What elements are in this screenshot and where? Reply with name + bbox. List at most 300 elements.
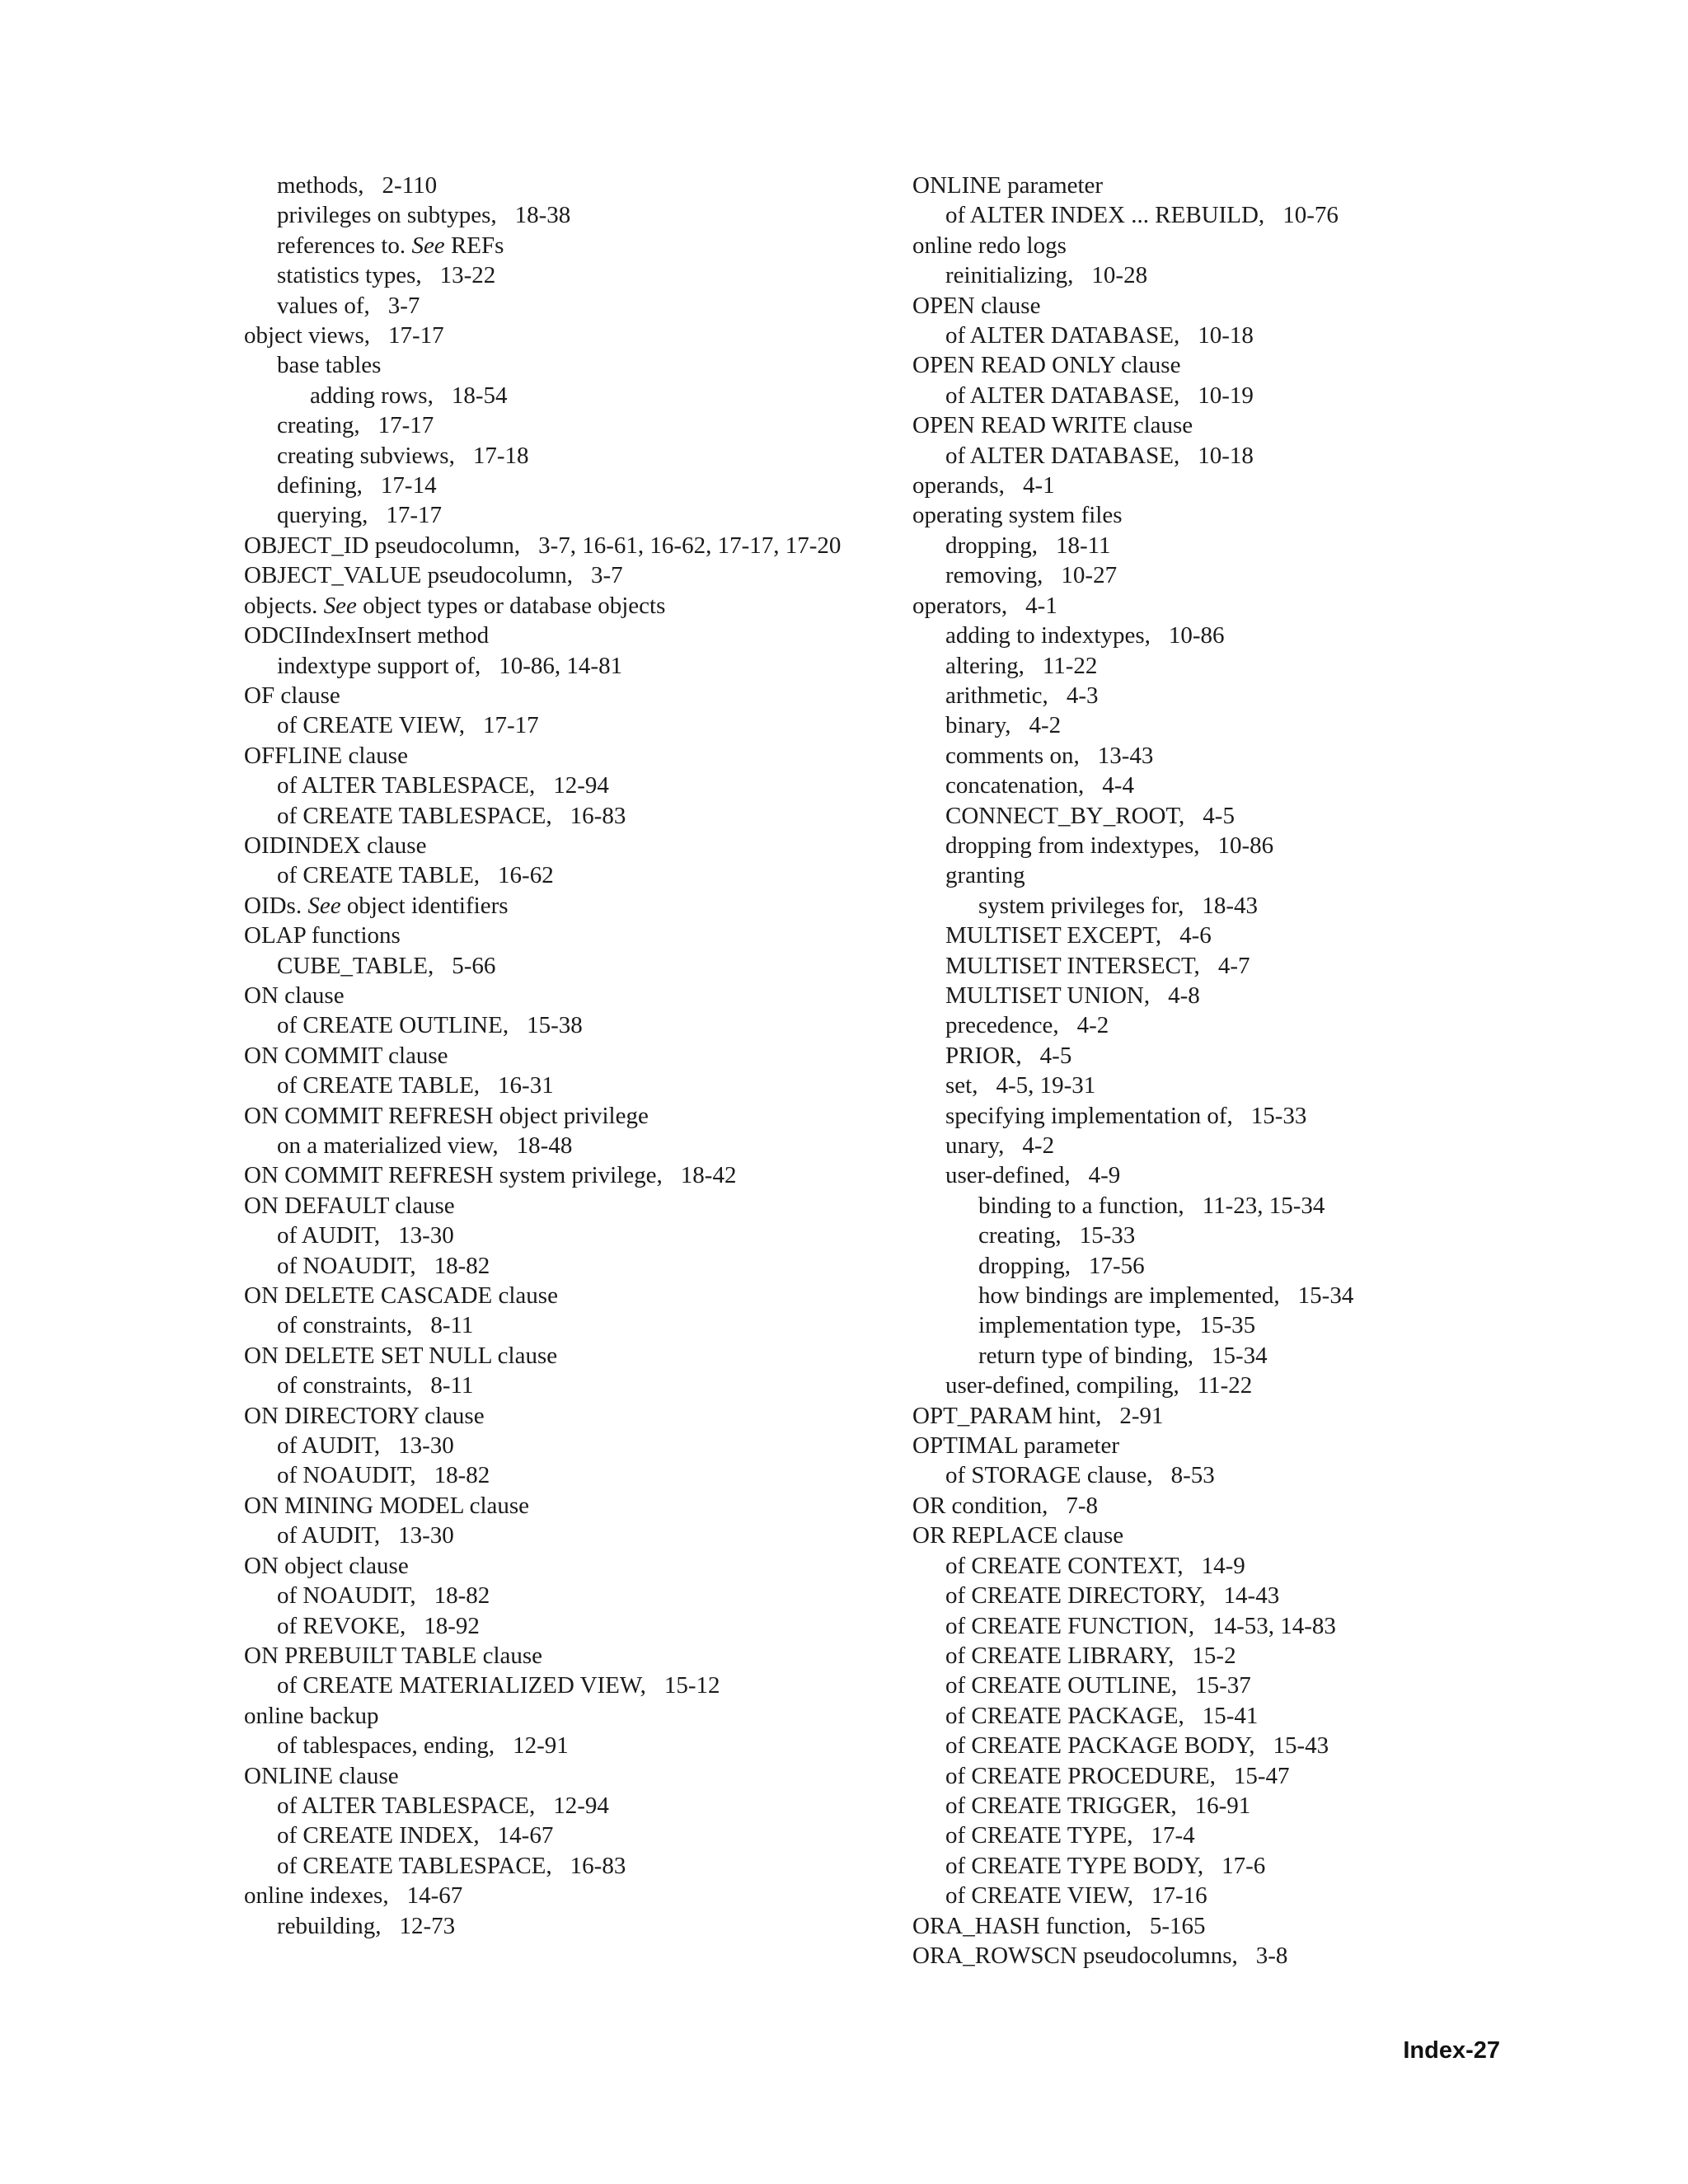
entry-term: ONLINE parameter	[912, 172, 1104, 199]
entry-page-refs: 3-7	[387, 292, 420, 319]
entry-term: dropping,	[945, 532, 1038, 559]
index-subentry	[244, 1611, 870, 1641]
entry-page-refs: 16-91	[1194, 1792, 1251, 1819]
entry-page-refs: 17-56	[1088, 1252, 1145, 1279]
entry-page-refs: 17-17	[482, 712, 539, 739]
entry-page-refs: 17-17	[388, 322, 444, 349]
entry-term: MULTISET UNION,	[945, 982, 1151, 1009]
see-reference-label: See	[307, 892, 341, 919]
index-subentry	[244, 1581, 870, 1610]
index-subentry	[244, 1671, 870, 1700]
entry-term: OBJECT_ID pseudocolumn,	[244, 532, 521, 559]
entry-page-refs: 15-35	[1199, 1312, 1256, 1339]
entry-page-refs: 4-2	[1029, 712, 1062, 739]
index-entry	[244, 1341, 870, 1371]
entry-term: online indexes,	[244, 1882, 389, 1910]
entry-page-refs: 4-5, 19-31	[996, 1072, 1096, 1099]
entry-term: ONLINE clause	[244, 1762, 399, 1789]
see-reference-label: See	[323, 592, 357, 619]
index-entry	[244, 831, 870, 860]
entry-page-refs: 12-73	[399, 1912, 456, 1939]
entry-term: creating subviews,	[277, 442, 455, 469]
entry-term: comments on,	[945, 742, 1080, 769]
entry-page-refs: 18-42	[680, 1162, 737, 1189]
index-subentry	[912, 1131, 1539, 1160]
entry-term: return type of binding,	[978, 1342, 1193, 1369]
entry-page-refs: 15-12	[663, 1672, 720, 1699]
index-subentry	[912, 441, 1539, 471]
index-entry	[244, 1281, 870, 1310]
entry-term: ON COMMIT REFRESH system privilege,	[244, 1162, 663, 1189]
entry-term: OIDs.	[244, 892, 302, 919]
entry-term: adding rows,	[310, 382, 434, 409]
entry-term: ON clause	[244, 982, 345, 1009]
index-entry	[912, 1491, 1539, 1521]
entry-term: system privileges for,	[978, 892, 1184, 919]
entry-term: of CREATE DIRECTORY,	[945, 1582, 1206, 1610]
entry-term: of CREATE VIEW,	[277, 712, 465, 739]
index-subentry	[912, 321, 1539, 350]
index-subentry	[912, 1701, 1539, 1731]
entry-page-refs: 17-4	[1151, 1822, 1195, 1849]
index-subentry	[244, 500, 870, 530]
entry-term: user-defined, compiling,	[945, 1372, 1179, 1399]
index-subentry	[912, 651, 1539, 681]
index-entry	[244, 1761, 870, 1791]
index-subentry	[244, 171, 870, 200]
entry-page-refs: 4-5	[1203, 802, 1235, 829]
entry-page-refs: 2-110	[382, 172, 438, 199]
index-entry	[912, 410, 1539, 440]
index-subentry	[244, 1251, 870, 1281]
entry-page-refs: 10-76	[1282, 202, 1339, 229]
index-subentry	[912, 1071, 1539, 1100]
index-entry	[912, 1401, 1539, 1431]
entry-term: adding to indextypes,	[945, 622, 1151, 649]
entry-term: user-defined,	[945, 1162, 1071, 1189]
index-subentry	[912, 921, 1539, 950]
entry-term: of CREATE VIEW,	[945, 1882, 1133, 1910]
index-subentry	[912, 1341, 1539, 1371]
index-entry	[244, 1701, 870, 1731]
entry-term: removing,	[945, 562, 1043, 589]
index-entry	[912, 1521, 1539, 1550]
entry-term: of ALTER TABLESPACE,	[277, 772, 536, 799]
index-subentry	[912, 260, 1539, 290]
entry-page-refs: 7-8	[1066, 1492, 1099, 1519]
entry-page-refs: 3-7	[591, 562, 623, 589]
entry-term: online redo logs	[912, 232, 1067, 259]
entry-term: of AUDIT,	[277, 1522, 381, 1549]
index-entry	[244, 921, 870, 950]
page-number: Index-27	[1403, 2037, 1500, 2064]
entry-term: operating system files	[912, 502, 1123, 529]
entry-term: OFFLINE clause	[244, 742, 408, 769]
index-entry	[912, 1941, 1539, 1971]
entry-term: online backup	[244, 1702, 379, 1729]
entry-term: of CREATE TABLESPACE,	[277, 802, 552, 829]
entry-page-refs: 11-22	[1042, 652, 1098, 679]
entry-page-refs: 14-53, 14-83	[1212, 1612, 1336, 1639]
see-reference-target: REFs	[450, 232, 504, 259]
entry-page-refs: 10-18	[1198, 322, 1254, 349]
entry-term: of tablespaces, ending,	[277, 1732, 495, 1760]
index-entry	[244, 1191, 870, 1221]
entry-term: of AUDIT,	[277, 1432, 381, 1460]
entry-term: MULTISET EXCEPT,	[945, 922, 1162, 949]
entry-term: of CREATE CONTEXT,	[945, 1552, 1184, 1579]
index-subentry	[912, 741, 1539, 771]
index-subentry	[912, 1581, 1539, 1610]
entry-term: of CREATE TYPE,	[945, 1822, 1133, 1849]
index-subentry	[244, 1821, 870, 1850]
entry-page-refs: 4-1	[1022, 472, 1055, 499]
entry-page-refs: 4-8	[1168, 982, 1200, 1009]
entry-page-refs: 11-23, 15-34	[1202, 1192, 1325, 1219]
entry-page-refs: 10-86	[1168, 622, 1225, 649]
entry-term: how bindings are implemented,	[978, 1282, 1280, 1310]
entry-term: OPEN clause	[912, 292, 1041, 319]
index-subentry	[244, 410, 870, 440]
entry-page-refs: 18-38	[514, 202, 571, 229]
index-subentry	[244, 710, 870, 740]
entry-term: of CREATE TRIGGER,	[945, 1792, 1177, 1819]
index-subentry	[912, 1671, 1539, 1700]
index-entry	[244, 1551, 870, 1581]
index-subentry	[912, 200, 1539, 230]
entry-term: indextype support of,	[277, 652, 481, 679]
entry-term: statistics types,	[277, 262, 422, 289]
entry-page-refs: 18-48	[516, 1132, 573, 1159]
index-subentry	[244, 1851, 870, 1881]
index-subentry	[912, 891, 1539, 921]
entry-page-refs: 17-14	[380, 472, 437, 499]
entry-page-refs: 8-11	[430, 1312, 474, 1339]
entry-term: of CREATE PACKAGE,	[945, 1702, 1184, 1729]
index-subentry	[912, 681, 1539, 710]
entry-term: ON DIRECTORY clause	[244, 1402, 485, 1429]
entry-term: of CREATE OUTLINE,	[945, 1672, 1178, 1699]
entry-page-refs: 13-30	[398, 1222, 454, 1249]
index-subentry	[912, 1641, 1539, 1671]
index-entry	[244, 1041, 870, 1071]
index-subentry	[912, 1551, 1539, 1581]
index-entry	[244, 1101, 870, 1131]
entry-term: of ALTER DATABASE,	[945, 322, 1180, 349]
index-subentry	[912, 1251, 1539, 1281]
index-subentry	[244, 1371, 870, 1400]
index-subentry	[244, 651, 870, 681]
entry-term: concatenation,	[945, 772, 1085, 799]
entry-term: of CREATE PROCEDURE,	[945, 1762, 1216, 1789]
entry-term: CONNECT_BY_ROOT,	[945, 802, 1185, 829]
entry-page-refs: 15-34	[1297, 1282, 1354, 1310]
entry-term: of CREATE MATERIALIZED VIEW,	[277, 1672, 646, 1699]
entry-term: OPT_PARAM hint,	[912, 1402, 1102, 1429]
index-subentry	[912, 621, 1539, 650]
entry-term: operands,	[912, 472, 1005, 499]
entry-term: of ALTER DATABASE,	[945, 382, 1180, 409]
index-entry	[912, 591, 1539, 621]
index-entry	[244, 531, 870, 560]
entry-term: CUBE_TABLE,	[277, 952, 434, 979]
entry-page-refs: 15-33	[1079, 1222, 1136, 1249]
index-subentry	[244, 231, 870, 260]
entry-page-refs: 17-18	[472, 442, 529, 469]
index-subentry	[912, 1281, 1539, 1310]
index-subentry	[244, 260, 870, 290]
index-subentry	[912, 981, 1539, 1010]
entry-page-refs: 4-5	[1039, 1042, 1072, 1069]
entry-term: of ALTER TABLESPACE,	[277, 1792, 536, 1819]
entry-term: objects.	[244, 592, 318, 619]
entry-page-refs: 5-165	[1149, 1912, 1206, 1939]
entry-term: OPEN READ ONLY clause	[912, 352, 1181, 379]
index-subentry	[244, 1791, 870, 1821]
entry-term: privileges on subtypes,	[277, 202, 497, 229]
entry-term: object views,	[244, 322, 371, 349]
index-subentry	[244, 801, 870, 831]
index-subentry	[244, 771, 870, 800]
index-subentry	[912, 1310, 1539, 1340]
entry-page-refs: 4-1	[1025, 592, 1057, 619]
entry-term: methods,	[277, 172, 364, 199]
entry-term: references to.	[277, 232, 406, 259]
entry-page-refs: 14-67	[497, 1822, 554, 1849]
index-subentry	[912, 1041, 1539, 1071]
entry-term: binding to a function,	[978, 1192, 1184, 1219]
index-entry	[244, 681, 870, 710]
entry-page-refs: 4-6	[1179, 922, 1212, 949]
entry-term: ORA_ROWSCN pseudocolumns,	[912, 1942, 1238, 1969]
index-entry	[912, 231, 1539, 260]
entry-page-refs: 16-83	[570, 802, 626, 829]
index-column-left	[244, 171, 870, 1941]
entry-page-refs: 8-53	[1170, 1462, 1215, 1489]
index-subentry	[244, 1460, 870, 1490]
entry-page-refs: 10-86	[1217, 832, 1274, 859]
entry-page-refs: 13-30	[398, 1522, 454, 1549]
entry-page-refs: 2-91	[1119, 1402, 1164, 1429]
index-entry	[912, 471, 1539, 500]
index-entry	[912, 350, 1539, 380]
entry-term: of CREATE FUNCTION,	[945, 1612, 1195, 1639]
index-subentry	[912, 1851, 1539, 1881]
entry-term: ON object clause	[244, 1552, 409, 1579]
index-entry	[244, 321, 870, 350]
entry-term: precedence,	[945, 1012, 1059, 1039]
entry-page-refs: 11-22	[1197, 1372, 1253, 1399]
entry-page-refs: 17-16	[1151, 1882, 1207, 1910]
index-entry	[912, 171, 1539, 200]
index-subentry	[244, 951, 870, 981]
entry-term: of STORAGE clause,	[945, 1462, 1153, 1489]
entry-term: of CREATE TABLE,	[277, 862, 481, 889]
entry-page-refs: 14-9	[1201, 1552, 1245, 1579]
entry-term: MULTISET INTERSECT,	[945, 952, 1200, 979]
index-subentry	[912, 710, 1539, 740]
index-subentry	[912, 951, 1539, 981]
index-subentry	[912, 1611, 1539, 1641]
entry-page-refs: 10-18	[1198, 442, 1254, 469]
entry-term: altering,	[945, 652, 1025, 679]
entry-term: implementation type,	[978, 1312, 1182, 1339]
entry-page-refs: 18-82	[434, 1252, 490, 1279]
entry-term: querying,	[277, 502, 368, 529]
entry-term: OF clause	[244, 682, 340, 709]
entry-term: of REVOKE,	[277, 1612, 406, 1639]
index-subentry	[244, 1010, 870, 1040]
entry-page-refs: 18-82	[434, 1462, 490, 1489]
entry-page-refs: 17-6	[1221, 1852, 1266, 1879]
entry-term: OPEN READ WRITE clause	[912, 412, 1193, 439]
entry-term: ODCIIndexInsert method	[244, 622, 490, 649]
entry-term: OR condition,	[912, 1492, 1048, 1519]
index-subentry	[912, 1191, 1539, 1221]
entry-term: defining,	[277, 472, 363, 499]
entry-page-refs: 4-2	[1022, 1132, 1055, 1159]
index-subentry	[912, 860, 1539, 890]
index-subentry	[912, 1731, 1539, 1760]
index-subentry	[912, 560, 1539, 590]
index-subentry	[244, 1911, 870, 1941]
index-subentry	[244, 860, 870, 890]
entry-term: of NOAUDIT,	[277, 1582, 416, 1610]
index-entry	[244, 1491, 870, 1521]
index-subentry	[244, 1221, 870, 1250]
index-entry	[244, 591, 870, 621]
entry-term: of ALTER DATABASE,	[945, 442, 1180, 469]
index-subentry	[244, 1071, 870, 1100]
entry-term: OIDINDEX clause	[244, 832, 427, 859]
entry-page-refs: 18-92	[424, 1612, 480, 1639]
index-entry	[244, 1881, 870, 1910]
index-subentry	[244, 1131, 870, 1160]
entry-term: creating,	[978, 1222, 1062, 1249]
entry-page-refs: 4-9	[1088, 1162, 1121, 1189]
entry-page-refs: 4-2	[1076, 1012, 1109, 1039]
index-subentry	[244, 1431, 870, 1460]
entry-term: of CREATE LIBRARY,	[945, 1642, 1175, 1669]
entry-term: on a materialized view,	[277, 1132, 499, 1159]
entry-term: of NOAUDIT,	[277, 1252, 416, 1279]
entry-page-refs: 15-2	[1192, 1642, 1236, 1669]
index-subentry	[912, 1881, 1539, 1910]
entry-page-refs: 14-67	[406, 1882, 463, 1910]
entry-term: of AUDIT,	[277, 1222, 381, 1249]
index-subentry	[912, 1160, 1539, 1190]
entry-page-refs: 15-43	[1273, 1732, 1329, 1760]
index-entry	[912, 291, 1539, 321]
entry-page-refs: 15-33	[1250, 1102, 1307, 1129]
index-subentry	[912, 1791, 1539, 1821]
index-subentry	[912, 1101, 1539, 1131]
index-entry	[244, 741, 870, 771]
entry-term: OPTIMAL parameter	[912, 1432, 1119, 1460]
entry-page-refs: 4-3	[1066, 682, 1099, 709]
entry-term: creating,	[277, 412, 360, 439]
entry-term: ON DELETE CASCADE clause	[244, 1282, 558, 1310]
index-entry	[244, 1160, 870, 1190]
entry-term: of CREATE PACKAGE BODY,	[945, 1732, 1255, 1760]
entry-page-refs: 10-19	[1198, 382, 1254, 409]
entry-term: specifying implementation of,	[945, 1102, 1233, 1129]
index-column-right	[912, 171, 1539, 1971]
index-subentry	[244, 350, 870, 380]
entry-term: of CREATE TABLE,	[277, 1072, 481, 1099]
index-subentry	[912, 831, 1539, 860]
index-entry	[912, 1911, 1539, 1941]
see-reference-target: object types or database objects	[363, 592, 666, 619]
index-entry	[244, 981, 870, 1010]
index-subentry	[244, 1731, 870, 1760]
index-subentry	[912, 1221, 1539, 1250]
entry-page-refs: 13-30	[398, 1432, 454, 1460]
index-entry	[244, 1641, 870, 1671]
entry-term: granting	[945, 862, 1025, 889]
entry-term: dropping,	[978, 1252, 1071, 1279]
entry-page-refs: 12-94	[553, 1792, 609, 1819]
entry-page-refs: 12-91	[513, 1732, 569, 1760]
entry-page-refs: 18-54	[451, 382, 508, 409]
index-entry	[244, 891, 870, 921]
see-reference-target: object identifiers	[346, 892, 509, 919]
index-subentry	[912, 1761, 1539, 1791]
entry-term: ORA_HASH function,	[912, 1912, 1132, 1939]
index-subentry	[912, 531, 1539, 560]
entry-page-refs: 4-7	[1217, 952, 1250, 979]
index-subentry	[244, 441, 870, 471]
entry-page-refs: 17-17	[386, 502, 443, 529]
entry-page-refs: 3-8	[1255, 1942, 1288, 1969]
entry-term: of constraints,	[277, 1372, 413, 1399]
entry-term: ON DELETE SET NULL clause	[244, 1342, 558, 1369]
entry-page-refs: 12-94	[553, 772, 609, 799]
entry-term: reinitializing,	[945, 262, 1074, 289]
entry-term: rebuilding,	[277, 1912, 382, 1939]
entry-term: OR REPLACE clause	[912, 1522, 1124, 1549]
index-subentry	[244, 1521, 870, 1550]
entry-page-refs: 14-43	[1223, 1582, 1280, 1610]
entry-term: values of,	[277, 292, 370, 319]
entry-page-refs: 5-66	[452, 952, 496, 979]
entry-page-refs: 8-11	[430, 1372, 474, 1399]
index-subentry	[912, 801, 1539, 831]
entry-page-refs: 13-22	[439, 262, 496, 289]
entry-term: ON COMMIT REFRESH object privilege	[244, 1102, 649, 1129]
entry-page-refs: 15-47	[1233, 1762, 1290, 1789]
entry-term: of CREATE TABLESPACE,	[277, 1852, 552, 1879]
entry-term: ON MINING MODEL clause	[244, 1492, 530, 1519]
entry-page-refs: 4-4	[1102, 772, 1134, 799]
entry-term: arithmetic,	[945, 682, 1048, 709]
entry-term: unary,	[945, 1132, 1005, 1159]
index-subentry	[244, 200, 870, 230]
index-subentry	[912, 1371, 1539, 1400]
see-reference-label: See	[411, 232, 445, 259]
entry-page-refs: 15-41	[1202, 1702, 1259, 1729]
entry-page-refs: 18-43	[1202, 892, 1258, 919]
entry-term: ON DEFAULT clause	[244, 1192, 455, 1219]
index-entry	[244, 621, 870, 650]
entry-term: binary,	[945, 712, 1011, 739]
index-entry	[912, 500, 1539, 530]
index-subentry	[912, 1010, 1539, 1040]
entry-page-refs: 15-38	[527, 1012, 583, 1039]
entry-term: of CREATE OUTLINE,	[277, 1012, 509, 1039]
entry-term: operators,	[912, 592, 1008, 619]
entry-page-refs: 10-27	[1061, 562, 1118, 589]
